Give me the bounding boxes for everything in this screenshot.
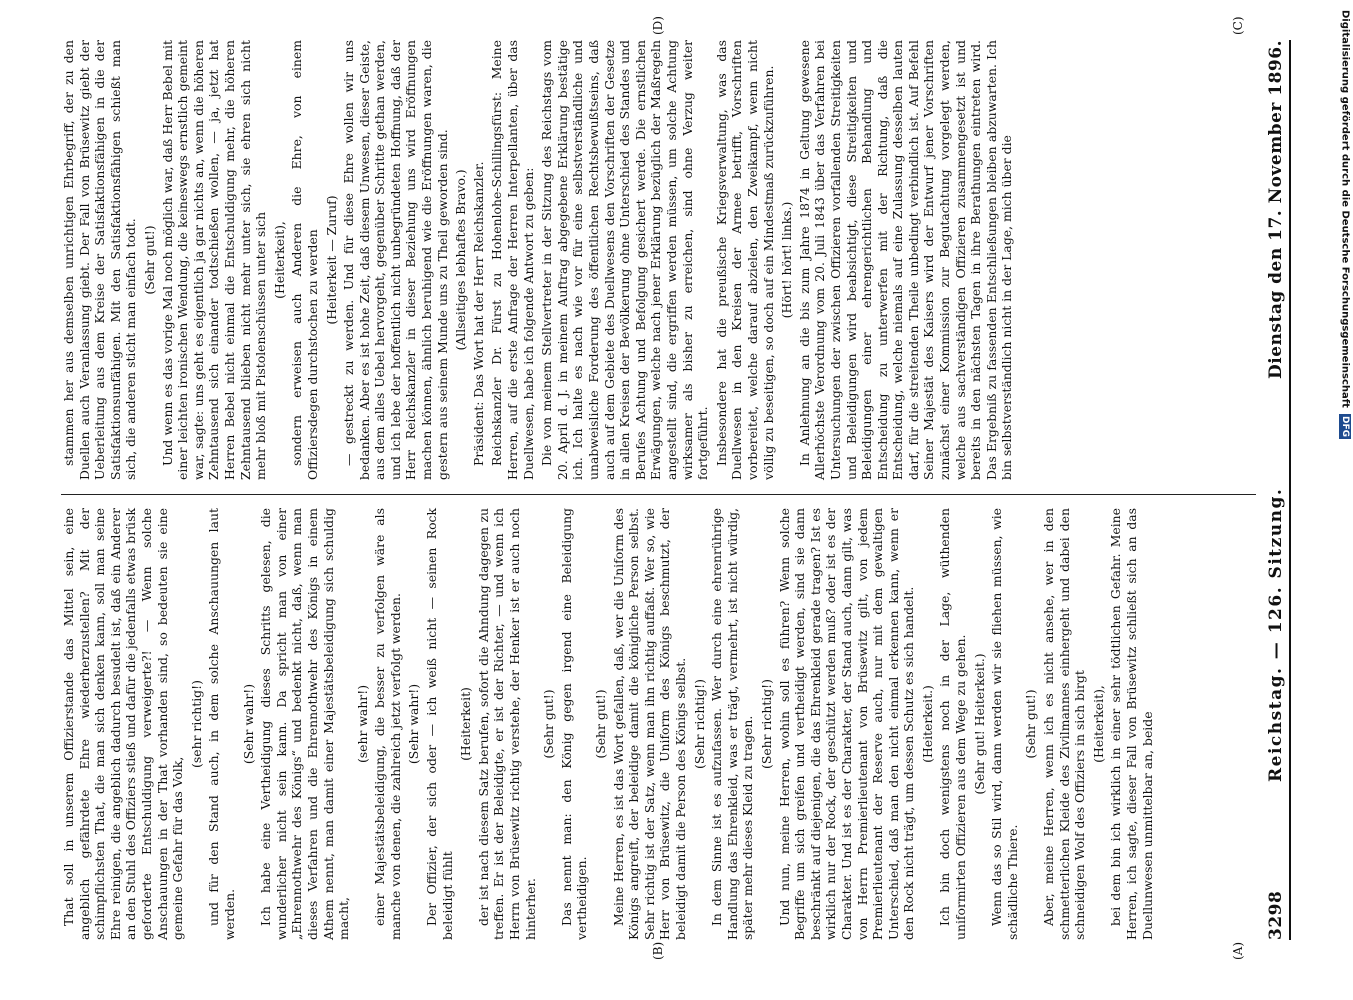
column-rule xyxy=(61,494,1256,495)
paragraph: Das nennt man: den König gegen irgend eine Beleidigung vertheidigen. xyxy=(558,508,590,940)
margin-mark-c: (C) xyxy=(1231,16,1245,35)
paragraph: (Sehr wahr!) xyxy=(406,683,422,765)
paragraph: Der Offizier, der sich oder — ich weiß nicht — seinen Rock beleidigt fühlt xyxy=(424,508,455,940)
margin-mark-b: (B) xyxy=(651,941,665,960)
paragraph: Ich habe eine Vertheidigung dieses Schritts gelesen, die wunderlicher nicht sein kann. Da spricht man von einer „Ehrennothwehr des Königs“ und bedenkt nicht, daß, wenn man dieses Verfahren und die Ehrennothwehr des Königs in einem Athem nennt, man damit einer Majestätsbeleidigung sich schuldig macht, xyxy=(258,508,352,940)
paragraph: (Sehr richtig!) xyxy=(691,679,707,769)
paragraph: und für den Stand auch, in dem solche Anschauungen laut werden. xyxy=(206,508,237,940)
paragraph: (Allseitiges lebhaftes Bravo.) xyxy=(453,169,469,351)
paragraph: Die von meinem Stellvertreter in der Sitzung des Reichstags vom 20. April d. J. in meinem Auftrag abgegebene Erklärung bestätige ich. Ich halte es nach wie vor für eine selbstverständliche und unabweisliche Forderung des öffentlichen Rechtsbewußtseins, daß auch auf dem Gebiete des Duellwesens den Vorschriften der Gesetze in allen Kreisen der Bevölkerung ohne Unterschied des Standes und Berufes Achtung und Befolgung gesichert werde. Die ernstlichen Erwägungen, welche nach jener Erklärung bezüglich der Maßregeln angestellt sind, die ergriffen werden müssen, um solche Achtung wirksamer als bisher zu erreichen, sind ohne Verzug weiter fortgeführt. xyxy=(539,40,711,480)
paragraph: Meine Herren, es ist das Wort gefallen, daß, wer die Uniform des Königs angreift, der beleidige damit die königliche Person selbst. Sehr richtig ist der Satz, wenn man ihn richtig auffaßt. Wer so, wie Herr von Brüsewitz, die Uniform des Königs beschmutzt, der beleidigt damit die Person des Königs selbst. xyxy=(610,508,688,940)
paragraph: (Sehr gut!) xyxy=(593,689,608,759)
paragraph: stammen her aus demselben unrichtigen Ehrbegriff, der zu den Duellen auch Veranlassung giebt. Der Fall von Brüsewitz giebt der Ueberleitung aus dem Kreise der Satisfaktionsfähigen in die der Satisfaktionsunfähigen. Mit den Satisfaktionsfähigen schießt man sich, die anderen sticht man einfach todt. xyxy=(61,40,139,480)
paragraph: der ist nach diesem Satz berufen, sofort die Ahndung dagegen zu treffen. Er ist der Beleidigte, er ist der Richter, — und wenn ich Herrn von Brüsewitz richtig verstehe, der Henker ist er auch noch hinterher. xyxy=(475,508,538,940)
paragraph: Und nun, meine Herren, wohin soll es führen? Wenn solche Begriffe um sich greifen und vertheidigt werden, sind sie dann beschränkt auf diejenigen, die das Ehrenkleid gerade tragen? Ist es wirklich nur der Rock, der geschützt werden muß? oder ist es der Charakter. Und ist es der Charakter, der Stand auch, dann gilt, was von Herrn Premierlieutenant von Brüsewitz gilt, von jedem Premierlieutenant der Reserve auch, nur mit dem gewaltigen Unterschied, daß man den nicht einmal erkennen kann, wenn er den Rock nicht trägt, um dessen Schutz es sich handelt. xyxy=(776,508,917,940)
paragraph: Wenn das so Stil wird, dann werden wir sie fliehen müssen, wie schädliche Thiere. xyxy=(989,508,1020,940)
paragraph: (Sehr wahr!) xyxy=(240,683,256,765)
dfg-logo: DFG xyxy=(1340,415,1350,437)
paragraph: (Heiterkeit), xyxy=(271,221,287,299)
margin-mark-d: (D) xyxy=(651,16,665,35)
paragraph: (sehr wahr!) xyxy=(354,684,370,764)
paragraph: Aber, meine Herren, wenn ich es nicht ansehe, wer in den schmetterlichen Kleide des Zivilmannes einhergeht und dabei den schneidigen Wolf des Offiziers in sich birgt xyxy=(1041,508,1088,940)
paragraph: (Sehr gut!) xyxy=(141,225,157,295)
margin-mark-a: (A) xyxy=(1231,941,1245,960)
paragraph: einer Majestätsbeleidigung, die besser zu verfolgen wäre als manche von denen, die zahlreich jetzt verfolgt werden. xyxy=(372,508,403,940)
running-header xyxy=(1263,40,1289,940)
paragraph: bei dem bin ich wirklich in einer sehr tödtlichen Gefahr. Meine Herren, ich sagte, dieser Fall von Brüsewitz schließt sich an das Duellunwesen unmittelbar an, beide xyxy=(1108,508,1155,940)
right-text-column xyxy=(61,40,1261,480)
paragraph: (Heiterkeit — Zuruf) xyxy=(323,195,339,325)
paragraph: Reichskanzler Dr. Fürst zu Hohenlohe-Schillingsfürst: Meine Herren, auf die erste Anfrage der Herren Interpellanten, über das Duellwesen, habe ich folgende Antwort zu geben: xyxy=(489,40,536,480)
digitization-credit xyxy=(1334,10,1353,990)
paragraph: (Sehr gut!) xyxy=(541,689,557,759)
paragraph: (Heiterkeit.) xyxy=(919,685,935,763)
paragraph: — gestreckt zu werden. Und für diese Ehre wollen wir uns bedanken. Aber es ist hohe Zeit, daß diesem Unwesen, dieser Geiste, aus dem alles Uebel hervorgeht, gegenüber Schritte gethan werden, und ich lebe der hoffentlich nicht unbegründeten Hoffnung, daß der Herr Reichskanzler in dieser Beziehung uns wird Eröffnungen machen können, ähnlich beruhigend wie die Eröffnungen waren, die gestern aus seinem Munde uns zu Theil geworden sind. xyxy=(341,40,450,480)
paragraph: (Heiterkeit) xyxy=(458,687,474,761)
paragraph: Insbesondere hat die preußische Kriegsverwaltung, was das Duellwesen in den Kreisen der Armee betrifft, Vorschriften vorbereitet, welche darauf abzielen, den Zweikampf, wenn nicht völlig zu beseitigen, so doch auf ein Mindestmaß zurückzuführen. xyxy=(713,40,776,480)
paragraph: (Hört! hört! links.) xyxy=(779,201,795,319)
left-text-column xyxy=(61,508,1261,940)
paragraph: Ich bin doch wenigstens noch in der Lage, wüthenden uniformirten Offizieren aus dem Wege zu gehen. xyxy=(937,508,969,940)
page-number: 3298 xyxy=(1266,890,1286,940)
paragraph: (Sehr gut! Heiterkeit.) xyxy=(971,653,987,795)
paragraph: (Heiterkeit), xyxy=(1090,685,1106,763)
paragraph: That soll in unserem Offizierstande das Mittel sein, eine angeblich gefährdete Ehre wiederherzustellen? Mit der schimpflichsten That, die man sich denken kann, soll man seine Ehre reinigen, die angeblich dadurch besudelt ist, daß ein Anderer an den Stuhl des Offiziers stieß und dafür die jedenfalls etwas brüsk geforderte Entschuldigung verweigerte?! — Wenn solche Anschauungen in der That vorhanden sind, so bedeuten sie eine gemeine Gefahr für das Volk, xyxy=(61,508,186,940)
header-date: Dienstag den 17. November 1896. xyxy=(1266,40,1286,379)
paragraph: (Sehr richtig!) xyxy=(758,679,774,769)
paragraph: sondern erweisen auch Anderen die Ehre, von einem Offiziersdegen durchstochen zu werden xyxy=(289,40,320,480)
credit-text: Digitalisierung gefördert durch die Deutsche Forschungsgemeinschaft xyxy=(1339,10,1351,408)
header-rule xyxy=(1289,40,1291,940)
paragraph: (Sehr gut!) xyxy=(1023,689,1039,759)
header-title: Reichstag. — 126. Sitzung. xyxy=(1266,487,1286,782)
paragraph: (sehr richtig!) xyxy=(188,680,204,768)
paragraph: Und wenn es das vorige Mal noch möglich war, daß Herr Bebel mit einer leichten ironischen Wendung, die keineswegs ernstlich gemeint war, sagte: uns geht es eigentlich ja gar nichts an, wenn die höheren Zehntausend sich einander todtschießen wollen, — ja, jetzt hat Herren Bebel nicht einmal die Entschuldigung mehr, die höheren Zehntausend blieben nicht mehr unter sich, sie ehren sich nicht mehr bloß mit Pistolenschüssen unter sich xyxy=(159,40,269,480)
document-sheet xyxy=(1,0,1353,1000)
paragraph: Präsident: Das Wort hat der Herr Reichskanzler. xyxy=(470,161,486,466)
paragraph: In dem Sinne ist es aufzufassen. Wer durch eine ehrenrührige Handlung das Ehrenkleid, was er trägt, vermehrt, ist nicht würdig, später mehr dieses Kleid zu tragen. xyxy=(709,508,756,940)
paragraph: In Anlehnung an die bis zum Jahre 1874 in Geltung gewesene Allerhöchste Verordnung vom 20. Juli 1843 über das Verfahren bei Untersuchungen der zwischen Offizieren vorfallenden Streitigkeiten und Beleidigungen wird beabsichtigt, diese Streitigkeiten und Beleidigungen einer ehrengerichtlichen Behandlung und Entscheidung zu unterwerfen mit der Richtung, daß die Entscheidung, welche niemals auf eine Zulassung desselben lauten darf, für die streitenden Theile unbedingt verbindlich ist. Auf Befehl Seiner Majestät des Kaisers wird der Entwurf jener Vorschriften zunächst einer Kommission zur Begutachtung vorgelegt werden, welche aus sachverständigen Offizieren zusammengesetzt ist und bereits in den nächsten Tagen in ihre Berathungen eintreten wird. Das Ergebniß zu fassenden Entschließungen bleiben abzuwarten. Ich bin selbstverständlich nicht in der Lage, mich über die xyxy=(796,40,1015,480)
